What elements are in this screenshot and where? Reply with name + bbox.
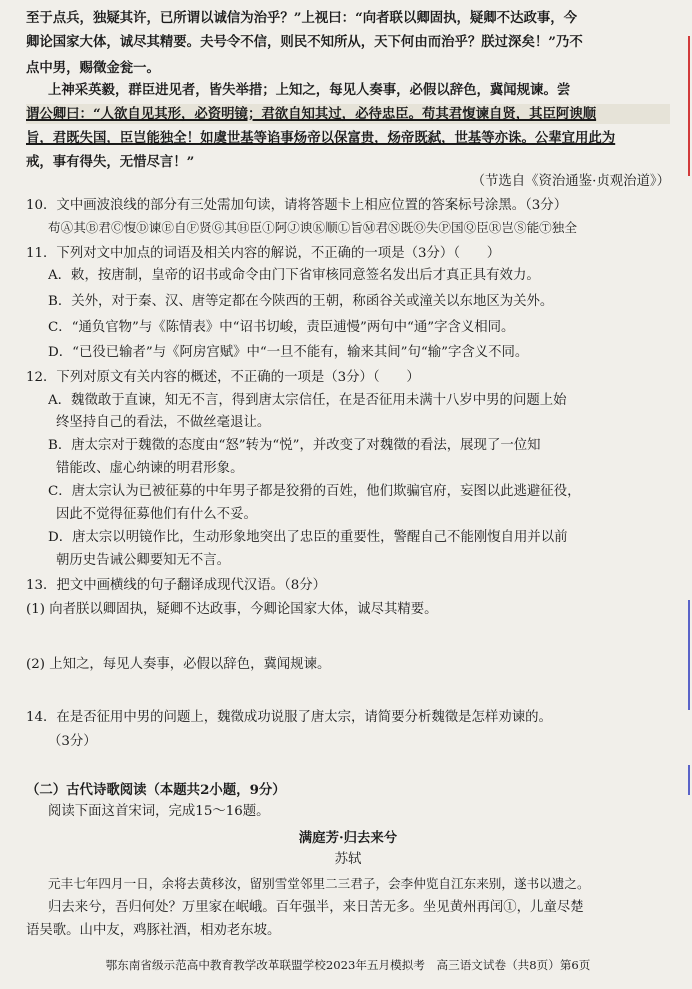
question-12-stem: 12．下列对原文有关内容的概述，不正确的一项是（3分）（ ）	[26, 370, 420, 385]
poem-author: 苏轼	[334, 852, 362, 867]
passage-line: 卿论国家大体，诚尽其精要。夫号令不信，则民不知所从，天下何由而治乎？朕过深矣！”乃不	[26, 34, 583, 50]
question-12-option: D．唐太宗以明镜作比，生动形象地突出了忠臣的重要性，警醒自己不能刚愎自用并以前	[48, 530, 568, 545]
poem-preface: 元丰七年四月一日，余将去黄移汝，留别雪堂邻里二三君子，会李仲览自江东来别，遂书以遗之。	[48, 876, 590, 891]
question-13-sentence-2: (2) 上知之，每见人奏事，必假以辞色，冀闻规谏。	[26, 657, 331, 672]
question-11-option: A．敕，按唐制，皇帝的诏书或命令由门下省审核同意签名发出后才真正具有效力。	[48, 268, 540, 283]
question-14-stem: 14．在是否征用中男的问题上，魏徵成功说服了唐太宗，请简要分析魏徵是怎样劝谏的。	[26, 710, 552, 725]
passage-line: 上神采英毅，群臣进见者，皆失举措；上知之，每见人奏事，必假以辞色，冀闻规谏。尝	[48, 82, 571, 98]
question-12-option-cont: 朝历史告诫公卿要知无不言。	[56, 553, 231, 568]
poem-body: 归去来兮，吾归何处？万里家在岷峨。百年强半，来日苦无多。坐见黄州再闰①，儿童尽楚	[48, 900, 584, 915]
passage-line-underlined: 谓公卿曰：“人欲自见其形，必资明镜；君欲自知其过，必待忠臣。苟其君愎谏自贤，其臣阿谀顺	[26, 104, 670, 124]
question-12-option: C．唐太宗认为已被征募的中年男子都是狡猾的百姓，他们欺骗官府，妄图以此逃避征役，	[48, 484, 581, 499]
passage-line-underlined: 旨，君既失国，臣岂能独全！如虞世基等谄事炀帝以保富贵，炀帝既弑，世基等亦诛。公辈宜用此为	[26, 130, 616, 146]
question-12-option-cont: 终坚持自己的看法，不做丝毫退让。	[56, 415, 271, 430]
margin-mark-blue	[688, 600, 690, 710]
question-14-points: （3分）	[48, 734, 97, 749]
question-13-stem: 13．把文中画横线的句子翻译成现代汉语。（8分）	[26, 578, 327, 593]
poem-body: 语吴歌。山中友，鸡豚社酒，相劝老东坡。	[26, 923, 281, 938]
question-12-option: A．魏徵敢于直谏，知无不言，得到唐太宗信任，在是否征用未满十八岁中男的问题上始	[48, 393, 567, 408]
question-11-option: B．关外，对于秦、汉、唐等定都在今陕西的王朝，称函谷关或潼关以东地区为关外。	[48, 294, 554, 309]
poem-section-heading: （二）古代诗歌阅读（本题共2小题，9分）	[26, 782, 286, 798]
margin-mark-blue-lower	[688, 765, 690, 795]
question-12-option: B．唐太宗对于魏徵的态度由“怒”转为“悦”，并改变了对魏徵的看法，展现了一位知	[48, 438, 541, 453]
question-13-sentence-1: (1) 向者朕以卿固执，疑卿不达政事，今卿论国家大体，诚尽其精要。	[26, 602, 438, 617]
page-footer: 鄂东南省级示范高中教育教学改革联盟学校2023年五月模拟考 高三语文试卷（共8页）第6页	[105, 958, 591, 972]
question-10-stem: 10．文中画波浪线的部分有三处需加句读，请将答题卡上相应位置的答案标号涂黑。（3分）	[26, 198, 568, 213]
passage-line: 戒，事有得失，无惜尽言！”	[26, 154, 195, 170]
poem-instruction: 阅读下面这首宋词，完成15～16题。	[48, 804, 270, 819]
passage-line: 点中男，赐徵金瓮一。	[26, 60, 160, 76]
passage-source: （节选自《资治通鉴·贞观治道》）	[471, 174, 670, 189]
question-12-option-cont: 错能改、虚心纳谏的明君形象。	[56, 461, 244, 476]
question-11-stem: 11．下列对文中加点的词语及相关内容的解说，不正确的一项是（3分）（ ）	[26, 246, 501, 261]
question-12-option-cont: 因此不觉得征募他们有什么不妥。	[56, 507, 257, 522]
question-10-options: 苟Ⓐ其Ⓑ君Ⓒ愎Ⓓ谏Ⓔ自Ⓕ贤Ⓖ其Ⓗ臣Ⓘ阿Ⓙ谀Ⓚ顺Ⓛ旨Ⓜ君Ⓝ既Ⓞ失Ⓟ国Ⓠ臣Ⓡ岂Ⓢ能Ⓣ独全	[48, 220, 577, 235]
question-11-option: C．“通负官物”与《陈情表》中“诏书切峻，责臣逋慢”两句中“通”字含义相同。	[48, 320, 515, 335]
margin-mark-red	[688, 36, 690, 176]
question-11-option: D．“已役已输者”与《阿房宫赋》中“一旦不能有，输来其间”句“输”字含义不同。	[48, 345, 529, 360]
poem-title: 满庭芳·归去来兮	[298, 830, 398, 846]
passage-line: 至于点兵，独疑其许，已所谓以诚信为治乎？”上视曰：“向者联以卿固执，疑卿不达政事，今	[26, 10, 578, 26]
